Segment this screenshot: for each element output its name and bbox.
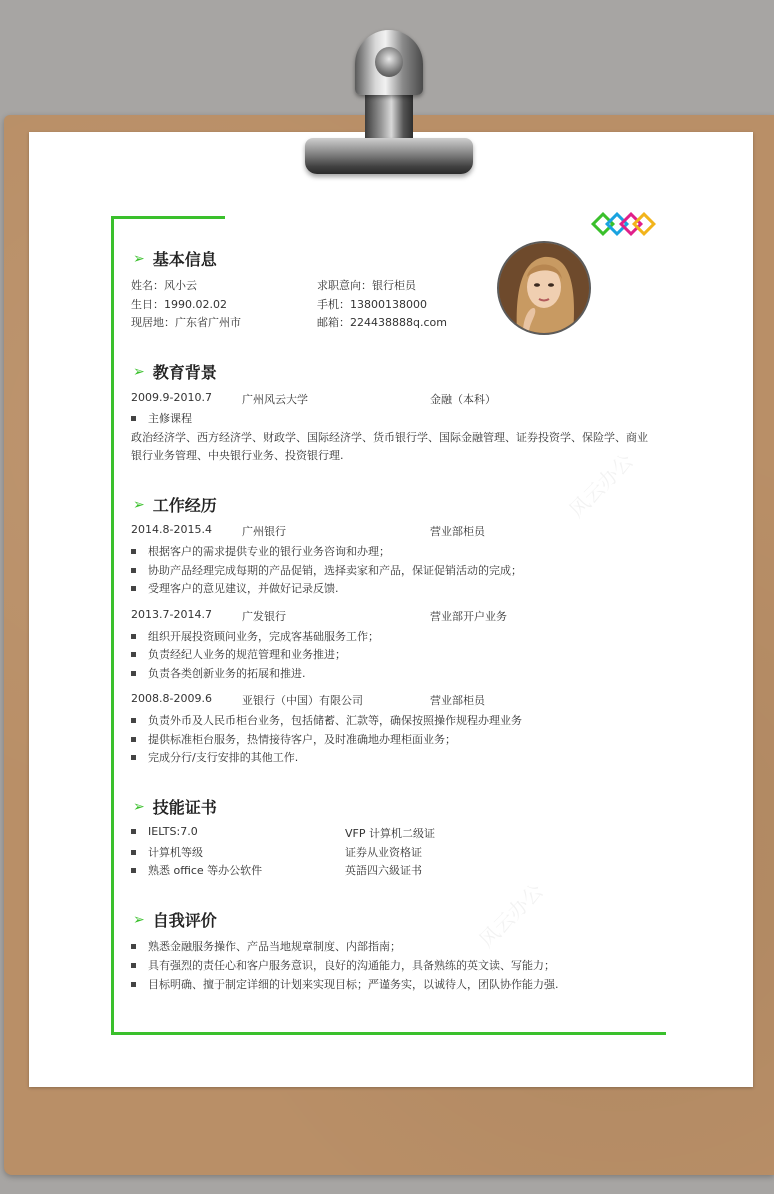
arrow-icon: ➢ (133, 496, 145, 513)
list-item: 熟悉 office 等办公软件 (131, 862, 262, 878)
job-period: 2013.7-2014.7 (131, 608, 212, 621)
list-item: 负责经纪人业务的规范管理和业务推进； (131, 646, 346, 662)
list-item: 负责各类创新业务的拓展和推进. (131, 665, 306, 681)
section-title-skills: ➢ 技能证书 (133, 798, 217, 817)
arrow-icon: ➢ (133, 363, 145, 380)
job-company: 广州银行 (242, 525, 286, 538)
section-title-self: ➢ 自我评价 (133, 911, 217, 930)
frame-bottom-line (111, 1032, 666, 1035)
watermark: 风云办公 (564, 448, 638, 523)
job-period: 2014.8-2015.4 (131, 523, 212, 536)
education-school: 广州风云大学 (242, 393, 308, 406)
portrait-icon (499, 243, 589, 333)
list-item: 提供标准柜台服务，热情接待客户，及时准确地办理柜面业务； (131, 731, 456, 747)
section-title-basic: ➢ 基本信息 (133, 250, 217, 269)
education-courses-line2: 银行业务管理、中央银行业务、投资银行理. (131, 449, 344, 462)
arrow-icon: ➢ (133, 911, 145, 928)
list-item: 完成分行/支行安排的其他工作. (131, 749, 298, 765)
list-item: 具有强烈的责任心和客户服务意识，良好的沟通能力，具备熟练的英文读、写能力； (131, 957, 555, 973)
job-period: 2008.8-2009.6 (131, 692, 212, 705)
skill-cert: 英語四六級证书 (345, 864, 422, 877)
section-title-work: ➢ 工作经历 (133, 496, 217, 515)
list-item: 计算机等级 (131, 844, 203, 860)
education-major: 金融（本科） (430, 393, 496, 406)
section-title-education: ➢ 教育背景 (133, 363, 217, 382)
skill-cert: 证券从业资格证 (345, 846, 422, 859)
list-item: IELTS:7.0 (131, 825, 198, 838)
basic-name: 姓名：风小云 (131, 279, 197, 292)
education-courses-line1: 政治经济学、西方经济学、财政学、国际经济学、货币银行学、国际金融管理、证券投资学、保险学、商业 (131, 431, 648, 444)
frame-top-line (111, 216, 225, 219)
skill-cert: VFP 计算机二级证 (345, 827, 435, 840)
education-period: 2009.9-2010.7 (131, 391, 212, 404)
arrow-icon: ➢ (133, 250, 145, 267)
logo-icon (590, 212, 656, 238)
basic-email: 邮箱：224438888q.com (317, 316, 447, 329)
job-position: 营业部柜员 (430, 694, 485, 707)
frame-left-line (111, 216, 114, 1035)
basic-location: 现居地：广东省广州市 (131, 316, 241, 329)
job-company: 广发银行 (242, 610, 286, 623)
clip-hole (375, 47, 403, 77)
job-position: 营业部柜员 (430, 525, 485, 538)
basic-birth: 生日：1990.02.02 (131, 298, 227, 311)
list-item: 负责外币及人民币柜台业务，包括储蓄、汇款等，确保按照操作规程办理业务 (131, 712, 522, 728)
list-item: 受理客户的意见建议，并做好记录反馈. (131, 580, 339, 596)
basic-phone: 手机：13800138000 (317, 298, 427, 311)
list-item: 熟悉金融服务操作、产品当地规章制度、内部指南； (131, 938, 401, 954)
list-item: 根据客户的需求提供专业的银行业务咨询和办理； (131, 543, 390, 559)
watermark: 风云办公 (474, 878, 548, 953)
education-course-label: 主修课程 (131, 410, 192, 426)
job-position: 营业部开户业务 (430, 610, 507, 623)
clip-base (305, 138, 473, 174)
list-item: 组织开展投资顾问业务，完成客基础服务工作； (131, 628, 379, 644)
arrow-icon: ➢ (133, 798, 145, 815)
basic-intent: 求职意向：银行柜员 (317, 279, 416, 292)
job-company: 亚银行（中国）有限公司 (242, 694, 363, 707)
list-item: 目标明确、擅于制定详细的计划来实现目标；严谨务实，以诚待人，团队协作能力强. (131, 976, 559, 992)
avatar-photo (497, 241, 591, 335)
list-item: 协助产品经理完成每期的产品促销，选择卖家和产品，保证促销活动的完成； (131, 562, 522, 578)
